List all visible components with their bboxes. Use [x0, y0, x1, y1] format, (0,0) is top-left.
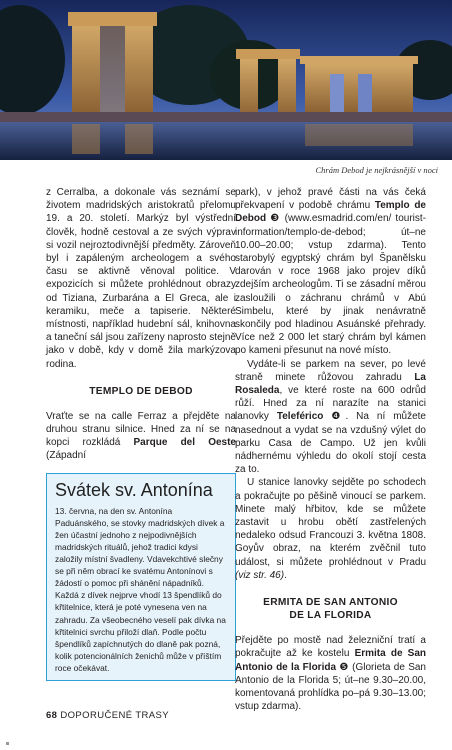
left-column	[46, 186, 236, 681]
page-reference: (viz str. 46)	[235, 569, 285, 581]
temple-photo	[0, 0, 452, 160]
section-heading-templo: TEMPLO DE DEBOD	[89, 385, 193, 397]
temple-illustration	[0, 0, 452, 160]
intro-paragraph: z Cerralba, a dokonale vás seznámí se životem madridských aristokratů přelomu 19. a 20. století. Markýz byl výstřední člověk, hodně cestoval a ze svých výprav si vozil nejroztodivnější předměty. Zároveň byl i zapáleným archeologem a svého času se aktivně věnoval politice. V expozicích si můžete prohlédnout obrazy od Tiziana, Zurbarána a El Greca, ale i keramiku, meče a tapiserie. Některé místnosti, například hudební sál, knihovna a taneční sál jsou zařízeny naprosto stejně jako v době, kdy v domě žila markýzova rodina.	[46, 187, 236, 370]
page-number: 68	[46, 710, 58, 721]
la-rosaleda-name: La Rosaleda	[235, 371, 426, 397]
templo-paragraph: Vraťte se na calle Ferraz a přejděte na druhou stranu silnice. Hned za ní se na kopci rozkládá Parque del Oeste (Západní	[46, 410, 236, 462]
photo-caption: Chrám Debod je nejkrásnější v noci	[315, 165, 438, 175]
page-footer	[46, 710, 169, 721]
parque-del-oeste: Parque del Oeste	[133, 437, 236, 449]
hrbitov-paragraph: U stanice lanovky sejděte po schodech a pokračujte po pěšině vinoucí se parkem. Minete malý hřbitov, kde se můžete zastavit u hrobu obětí zastřelených nedaleko odsud Francouzi 3. května 1808. Goyův obraz, na kterém zvěčnil tuto událost, si můžete prohlédnout v Pradu (viz str. 46).	[235, 477, 426, 581]
box-text: 13. června, na den sv. Antonína Paduánského, se stovky madridských dívek a žen účastní jednoho z nejpodivnějších madridských rituálů, jehož tradici kdysi založily místní švadleny. Vdavekchtivé slečny se při něm obrací ke svatému Antonínovi s žádostí o pomoc při shánění nápadníků. Každá z dívek nejprve vhodí 13 špendlíků do křtitelnice, která je poté vynesena ven na zahradu. Za všeobecného veselí pak dívka na křtitelnici svrchu přiloží dlaň. Podle počtu špendlíků zapíchnutých do dlaně pak pozná, kolik potencionálních ženichů může v příštím roce očekávat.	[55, 505, 226, 673]
section-name: DOPORUČENÉ TRASY	[60, 710, 170, 721]
ermita-paragraph: Přejděte po mostě nad železniční tratí a pokračujte až ke kostelu Ermita de San Antonio de la Florida ❺ (Glorieta de San Antonio de la Florida 5; út–ne 9.30–20.00, komentovaná prohlídka po–pá 9.30–13.00; vstup zdarma).	[235, 635, 426, 713]
crop-mark	[6, 742, 9, 745]
right-column	[235, 186, 426, 713]
templo-debod-paragraph: park), v jehož pravé části na vás čeká překvapení v podobě chrámu Templo de Debod ❸ (www.esmadrid.com/en/ tourist-information/templo-de-debod; út–ne 10.00–20.00; vstup zdarma). Tento starobylý egyptský chrám byl Španělsku darován v roce 1968 jako projev díků zdejším archeologům. Ti se zásadní měrou zasloužili o záchranu chrámů v Abú Simbelu, které by jinak nenávratně skončily pod hladinou Asuánské přehrady. Více než 2 000 let starý chrám byl kámen po kameni přesunut na nové místo.	[235, 187, 426, 357]
map-marker-3-icon: ❸	[270, 213, 281, 225]
ermita-name: Ermita de San Antonio de la Florida	[235, 648, 426, 673]
map-marker-4-icon: ❹	[331, 411, 346, 423]
map-marker-5-icon: ❺	[339, 661, 349, 673]
box-title: Svátek sv. Antonína	[55, 479, 213, 500]
templo-debod-name: Templo de Debod	[235, 200, 426, 225]
sidebar-box	[46, 473, 236, 681]
section-heading-ermita: ERMITA DE SAN ANTONIO DE LA FLORIDA	[263, 597, 398, 622]
teleferico-name: Teleférico	[276, 411, 324, 423]
rosaleda-paragraph: Vydáte-li se parkem na sever, po levé straně minete růžovou zahradu La Rosaleda, ve které roste na 600 odrůd růží. Hned za ní narazíte na stanici lanovky Teleférico ❹. Na ní můžete nasednout a vydat se na vzdušný výlet do parku Casa de Campo. Už jen kvůli nádhernému výhledu do okolí stojí cesta za to.	[235, 358, 426, 476]
